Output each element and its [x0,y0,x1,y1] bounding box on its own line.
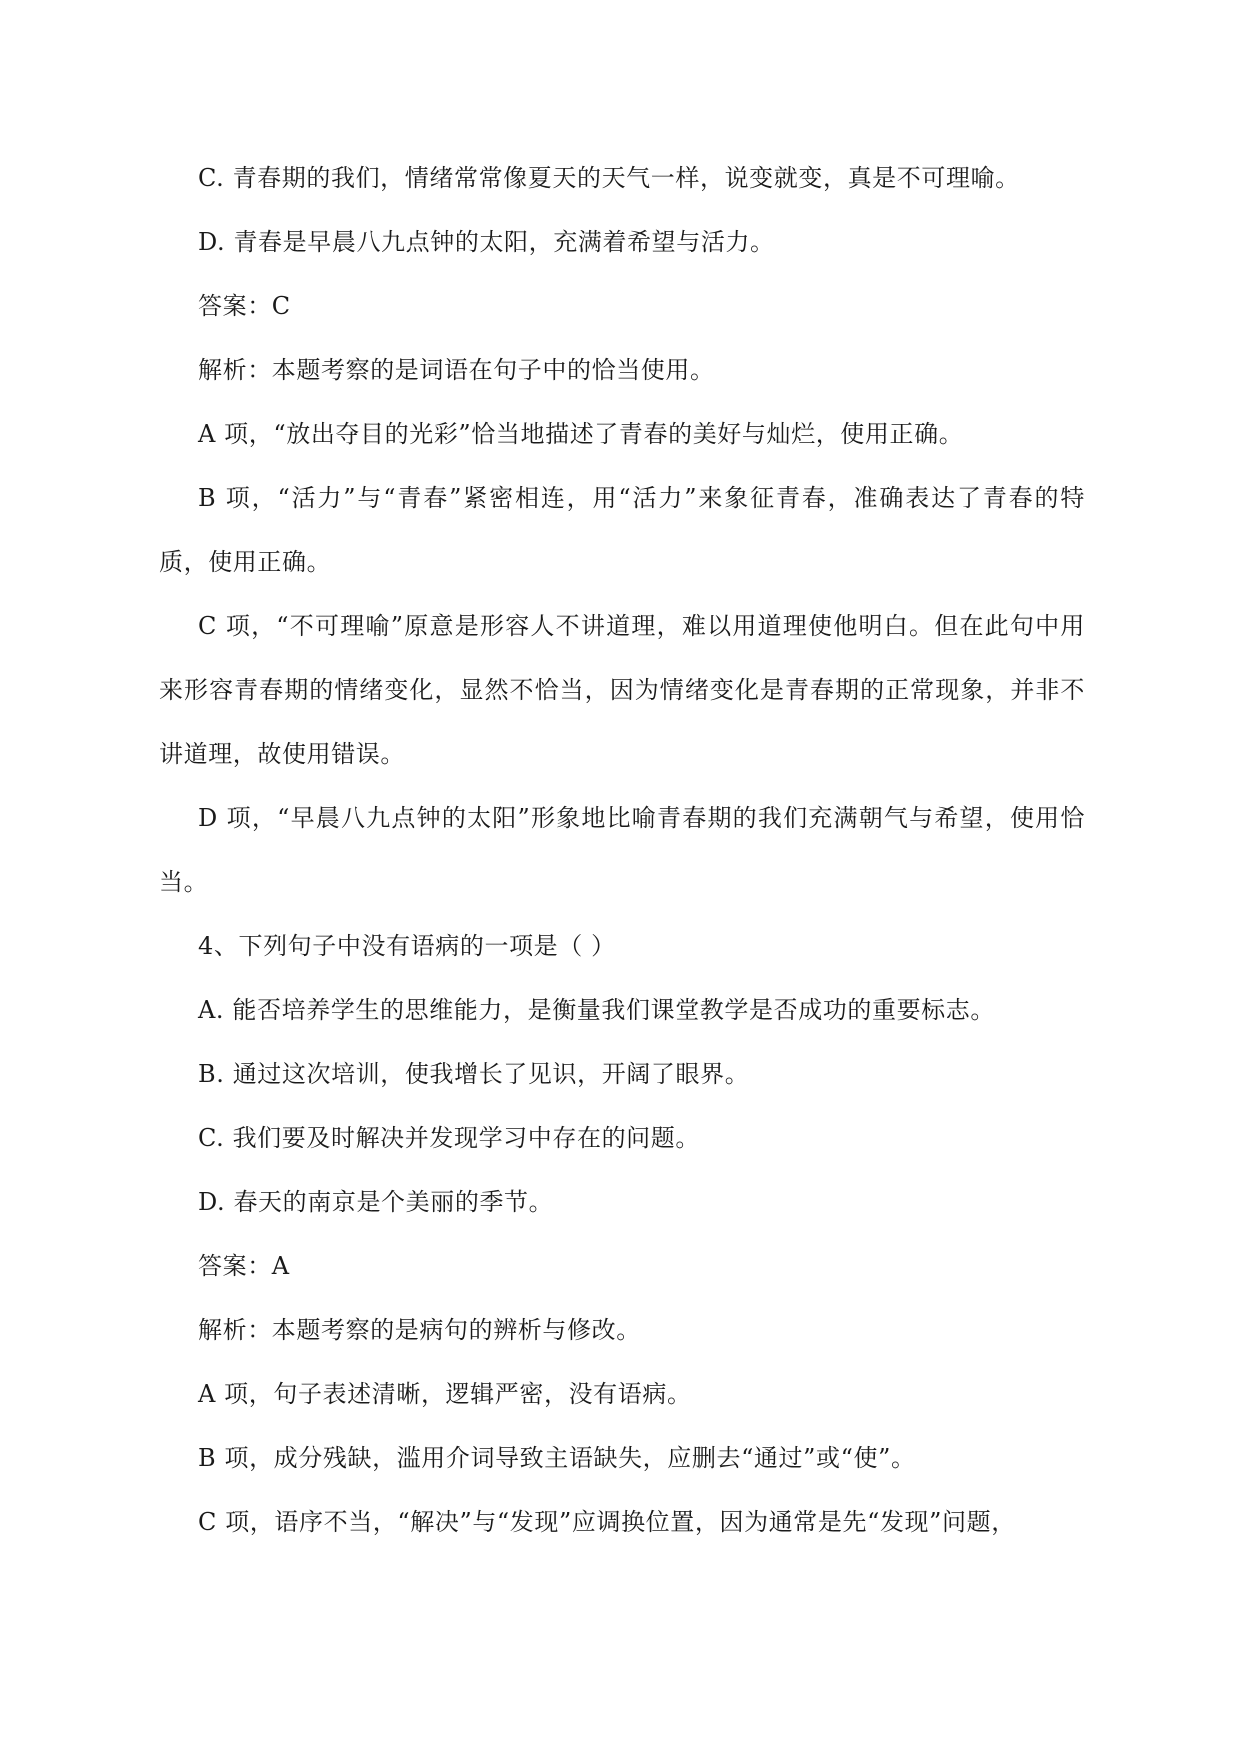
option-d-q4: D. 春天的南京是个美丽的季节。 [198,1188,554,1216]
option-b-q4: B. 通过这次培训，使我增长了见识，开阔了眼界。 [198,1060,750,1088]
analysis-a-q4: A 项，句子表述清晰，逻辑严密，没有语病。 [198,1380,692,1408]
analysis-c-q4: C 项，语序不当，“解决”与“发现”应调换位置，因为通常是先“发现”问题， [198,1508,1016,1536]
answer-q4: 答案：A [198,1252,290,1280]
option-a-q4: A. 能否培养学生的思维能力，是衡量我们课堂教学是否成功的重要标志。 [198,996,995,1024]
analysis-a-q3: A 项，“放出夺目的光彩”恰当地描述了青春的美好与灿烂，使用正确。 [198,420,964,448]
analysis-c-q3: C 项，“不可理喻”原意是形容人不讲道理，难以用道理使他明白。但在此句中用来形容青春期的情绪变化，显然不恰当，因为情绪变化是青春期的正常现象，并非不讲道理，故使用错误。 [159,612,1085,768]
analysis-intro-q4: 解析：本题考察的是病句的辨析与修改。 [198,1316,641,1344]
analysis-b-q4: B 项，成分残缺，滥用介词导致主语缺失，应删去“通过”或“使”。 [198,1444,916,1472]
analysis-d-q3: D 项，“早晨八九点钟的太阳”形象地比喻青春期的我们充满朝气与希望，使用恰当。 [159,804,1085,896]
document-body [159,146,1085,1554]
option-c-q4: C. 我们要及时解决并发现学习中存在的问题。 [198,1124,700,1152]
option-c-q3: C. 青春期的我们，情绪常常像夏天的天气一样，说变就变，真是不可理喻。 [198,164,1020,192]
option-d-q3: D. 青春是早晨八九点钟的太阳，充满着希望与活力。 [198,228,775,256]
answer-q3: 答案：C [198,292,291,320]
analysis-b-q3: B 项，“活力”与“青春”紧密相连，用“活力”来象征青春，准确表达了青春的特质，使用正确。 [159,484,1085,576]
analysis-intro-q3: 解析：本题考察的是词语在句子中的恰当使用。 [198,356,715,384]
question-4: 4、下列句子中没有语病的一项是（ ） [198,932,616,960]
